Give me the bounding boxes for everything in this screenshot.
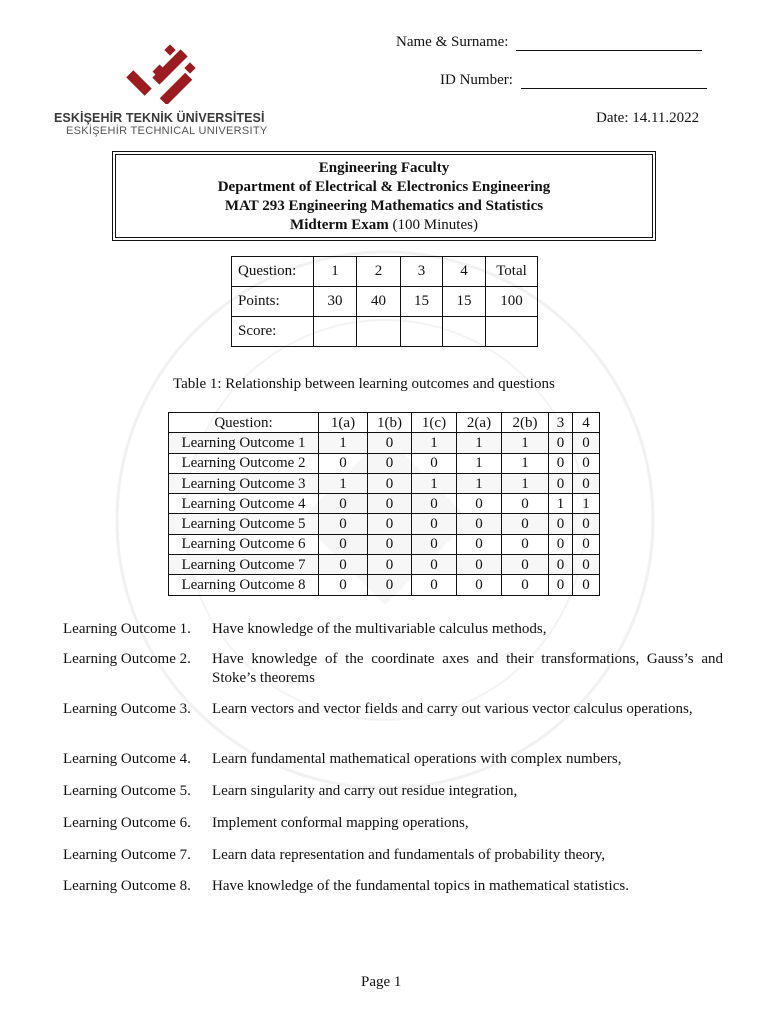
outcome-label: Learning Outcome 8. [63, 878, 191, 894]
table-cell: 0 [573, 514, 600, 534]
header-row [169, 413, 600, 433]
table-cell: 0 [549, 555, 573, 575]
table-cell: 100 [486, 287, 538, 317]
table-cell: 0 [457, 514, 502, 534]
name-label: Name & Surname: [396, 34, 509, 50]
table-cell: 0 [502, 555, 549, 575]
table-cell: 0 [502, 575, 549, 595]
table-row [169, 514, 600, 534]
table-cell: 0 [573, 473, 600, 493]
table-cell: Total [486, 257, 538, 287]
table-cell: Score: [232, 317, 314, 347]
list-item [63, 846, 723, 865]
table-cell: 1 [319, 473, 368, 493]
outcome-label: Learning Outcome 4. [63, 751, 191, 767]
score-row [232, 257, 538, 287]
table-row [169, 494, 600, 514]
table-cell: Learning Outcome 7 [169, 555, 319, 575]
table-cell: 1 [319, 433, 368, 453]
table-cell: 0 [573, 433, 600, 453]
table-cell: 0 [412, 534, 457, 554]
table-cell: 0 [573, 534, 600, 554]
table-cell: Learning Outcome 5 [169, 514, 319, 534]
score-cell[interactable] [443, 317, 486, 347]
table-cell: 1 [502, 433, 549, 453]
exam-title: Midterm Exam (100 Minutes) [290, 217, 478, 233]
score-row [232, 317, 538, 347]
table-cell: 0 [368, 473, 412, 493]
table-cell: 3 [401, 257, 443, 287]
table-cell: 15 [443, 287, 486, 317]
name-line[interactable] [516, 36, 702, 51]
table-cell: 0 [412, 575, 457, 595]
faculty: Engineering Faculty [318, 160, 450, 176]
outcome-text: Have knowledge of the coordinate axes and their transformations, Gauss’s and Stoke’s theorems [212, 651, 723, 686]
table-cell: 1 [502, 453, 549, 473]
table-row [169, 433, 600, 453]
table-cell: 0 [368, 453, 412, 473]
table-cell: 1 [412, 473, 457, 493]
table-cell: 0 [549, 575, 573, 595]
table-cell: 1 [412, 433, 457, 453]
table-cell: 0 [319, 555, 368, 575]
exam-date: Date: 14.11.2022 [596, 110, 700, 126]
exam-header-box [112, 151, 656, 241]
list-item [63, 782, 723, 801]
table-cell: Learning Outcome 3 [169, 473, 319, 493]
table-cell: 0 [319, 494, 368, 514]
logo-name-tr: ESKİŞEHİR TEKNİK ÜNİVERSİTESİ [54, 111, 265, 125]
logo-name-en: ESKİŞEHİR TECHNICAL UNIVERSITY [66, 125, 268, 137]
outcome-text: Have knowledge of the multivariable calculus methods, [212, 621, 547, 637]
table-cell: 0 [412, 453, 457, 473]
table-cell: 0 [549, 534, 573, 554]
table-cell: 1 [502, 473, 549, 493]
score-cell[interactable] [486, 317, 538, 347]
outcome-text: Have knowledge of the fundamental topics in mathematical statistics. [212, 878, 629, 894]
id-label: ID Number: [440, 72, 513, 88]
table-row [169, 575, 600, 595]
header-cell: 1(b) [368, 413, 412, 433]
department: Department of Electrical & Electronics Engineering [217, 179, 551, 195]
outcome-text: Learn vectors and vector fields and carry out various vector calculus operations, [212, 701, 693, 717]
outcome-label: Learning Outcome 6. [63, 815, 191, 831]
table-cell: 0 [319, 453, 368, 473]
table-row [169, 453, 600, 473]
table-cell: Learning Outcome 1 [169, 433, 319, 453]
table-cell: Points: [232, 287, 314, 317]
table-cell: 0 [368, 494, 412, 514]
table-cell: 0 [368, 514, 412, 534]
table-cell: 0 [319, 575, 368, 595]
table-cell: 0 [502, 514, 549, 534]
outcome-text: Learn fundamental mathematical operations with complex numbers, [212, 751, 622, 767]
id-line[interactable] [521, 74, 707, 89]
table-cell: Question: [232, 257, 314, 287]
header-cell: 2(a) [457, 413, 502, 433]
table-cell: 0 [502, 494, 549, 514]
university-logo [54, 42, 294, 137]
header-cell: 4 [573, 413, 600, 433]
outcome-text: Learn singularity and carry out residue integration, [212, 783, 518, 799]
table-cell: 1 [457, 473, 502, 493]
header-cell: 1(a) [319, 413, 368, 433]
outcome-label: Learning Outcome 3. [63, 701, 191, 717]
outcome-text: Implement conformal mapping operations, [212, 815, 469, 831]
table-cell: 0 [573, 555, 600, 575]
table-cell: 0 [368, 575, 412, 595]
header-cell: 3 [549, 413, 573, 433]
header-cell: 1(c) [412, 413, 457, 433]
score-cell[interactable] [314, 317, 357, 347]
table-cell: 2 [357, 257, 401, 287]
table-cell: 1 [457, 433, 502, 453]
id-field[interactable] [440, 72, 707, 89]
table-cell: 0 [368, 534, 412, 554]
page-number: Page 1 [361, 974, 402, 990]
score-table [231, 256, 538, 347]
table-cell: Learning Outcome 2 [169, 453, 319, 473]
table-cell: 0 [549, 514, 573, 534]
score-row [232, 287, 538, 317]
list-item [63, 750, 723, 769]
table-cell: 0 [412, 494, 457, 514]
table-cell: 0 [549, 473, 573, 493]
outcome-label: Learning Outcome 7. [63, 847, 191, 863]
table-cell: 0 [549, 433, 573, 453]
table-cell: 0 [502, 534, 549, 554]
list-item [63, 620, 723, 639]
table-cell: 30 [314, 287, 357, 317]
logo-mark-icon [54, 42, 294, 104]
table-cell: 1 [573, 494, 600, 514]
table-cell: 0 [319, 534, 368, 554]
table-cell: Learning Outcome 6 [169, 534, 319, 554]
table-cell: 40 [357, 287, 401, 317]
table-cell: 15 [401, 287, 443, 317]
list-item [63, 814, 723, 833]
table-cell: Learning Outcome 8 [169, 575, 319, 595]
table-cell: 0 [457, 555, 502, 575]
outcome-label: Learning Outcome 2. [63, 651, 191, 667]
table-row [169, 534, 600, 554]
table-cell: 0 [368, 433, 412, 453]
outcome-text: Learn data representation and fundamentals of probability theory, [212, 847, 606, 863]
table-cell: 0 [457, 575, 502, 595]
score-cell[interactable] [401, 317, 443, 347]
table-cell: 0 [368, 555, 412, 575]
list-item [63, 700, 723, 719]
header-cell: Question: [169, 413, 319, 433]
table-cell: 0 [457, 534, 502, 554]
table-cell: 0 [573, 575, 600, 595]
table-row [169, 473, 600, 493]
table-cell: 0 [319, 514, 368, 534]
name-field[interactable] [396, 34, 702, 51]
list-item [63, 650, 723, 688]
course-title: MAT 293 Engineering Mathematics and Statistics [224, 198, 544, 214]
table-cell: 4 [443, 257, 486, 287]
header-cell: 2(b) [502, 413, 549, 433]
table-cell: 1 [457, 453, 502, 473]
learning-outcome-table [168, 412, 600, 596]
score-cell[interactable] [357, 317, 401, 347]
table-caption: Table 1: Relationship between learning outcomes and questions [173, 376, 555, 392]
table-cell: 1 [314, 257, 357, 287]
table-row [169, 555, 600, 575]
table-cell: 0 [412, 555, 457, 575]
table-cell: 0 [549, 453, 573, 473]
table-cell: 0 [457, 494, 502, 514]
outcome-label: Learning Outcome 5. [63, 783, 191, 799]
table-cell: 0 [573, 453, 600, 473]
table-cell: 0 [412, 514, 457, 534]
table-cell: 1 [549, 494, 573, 514]
table-cell: Learning Outcome 4 [169, 494, 319, 514]
outcome-label: Learning Outcome 1. [63, 621, 191, 637]
list-item [63, 877, 723, 896]
